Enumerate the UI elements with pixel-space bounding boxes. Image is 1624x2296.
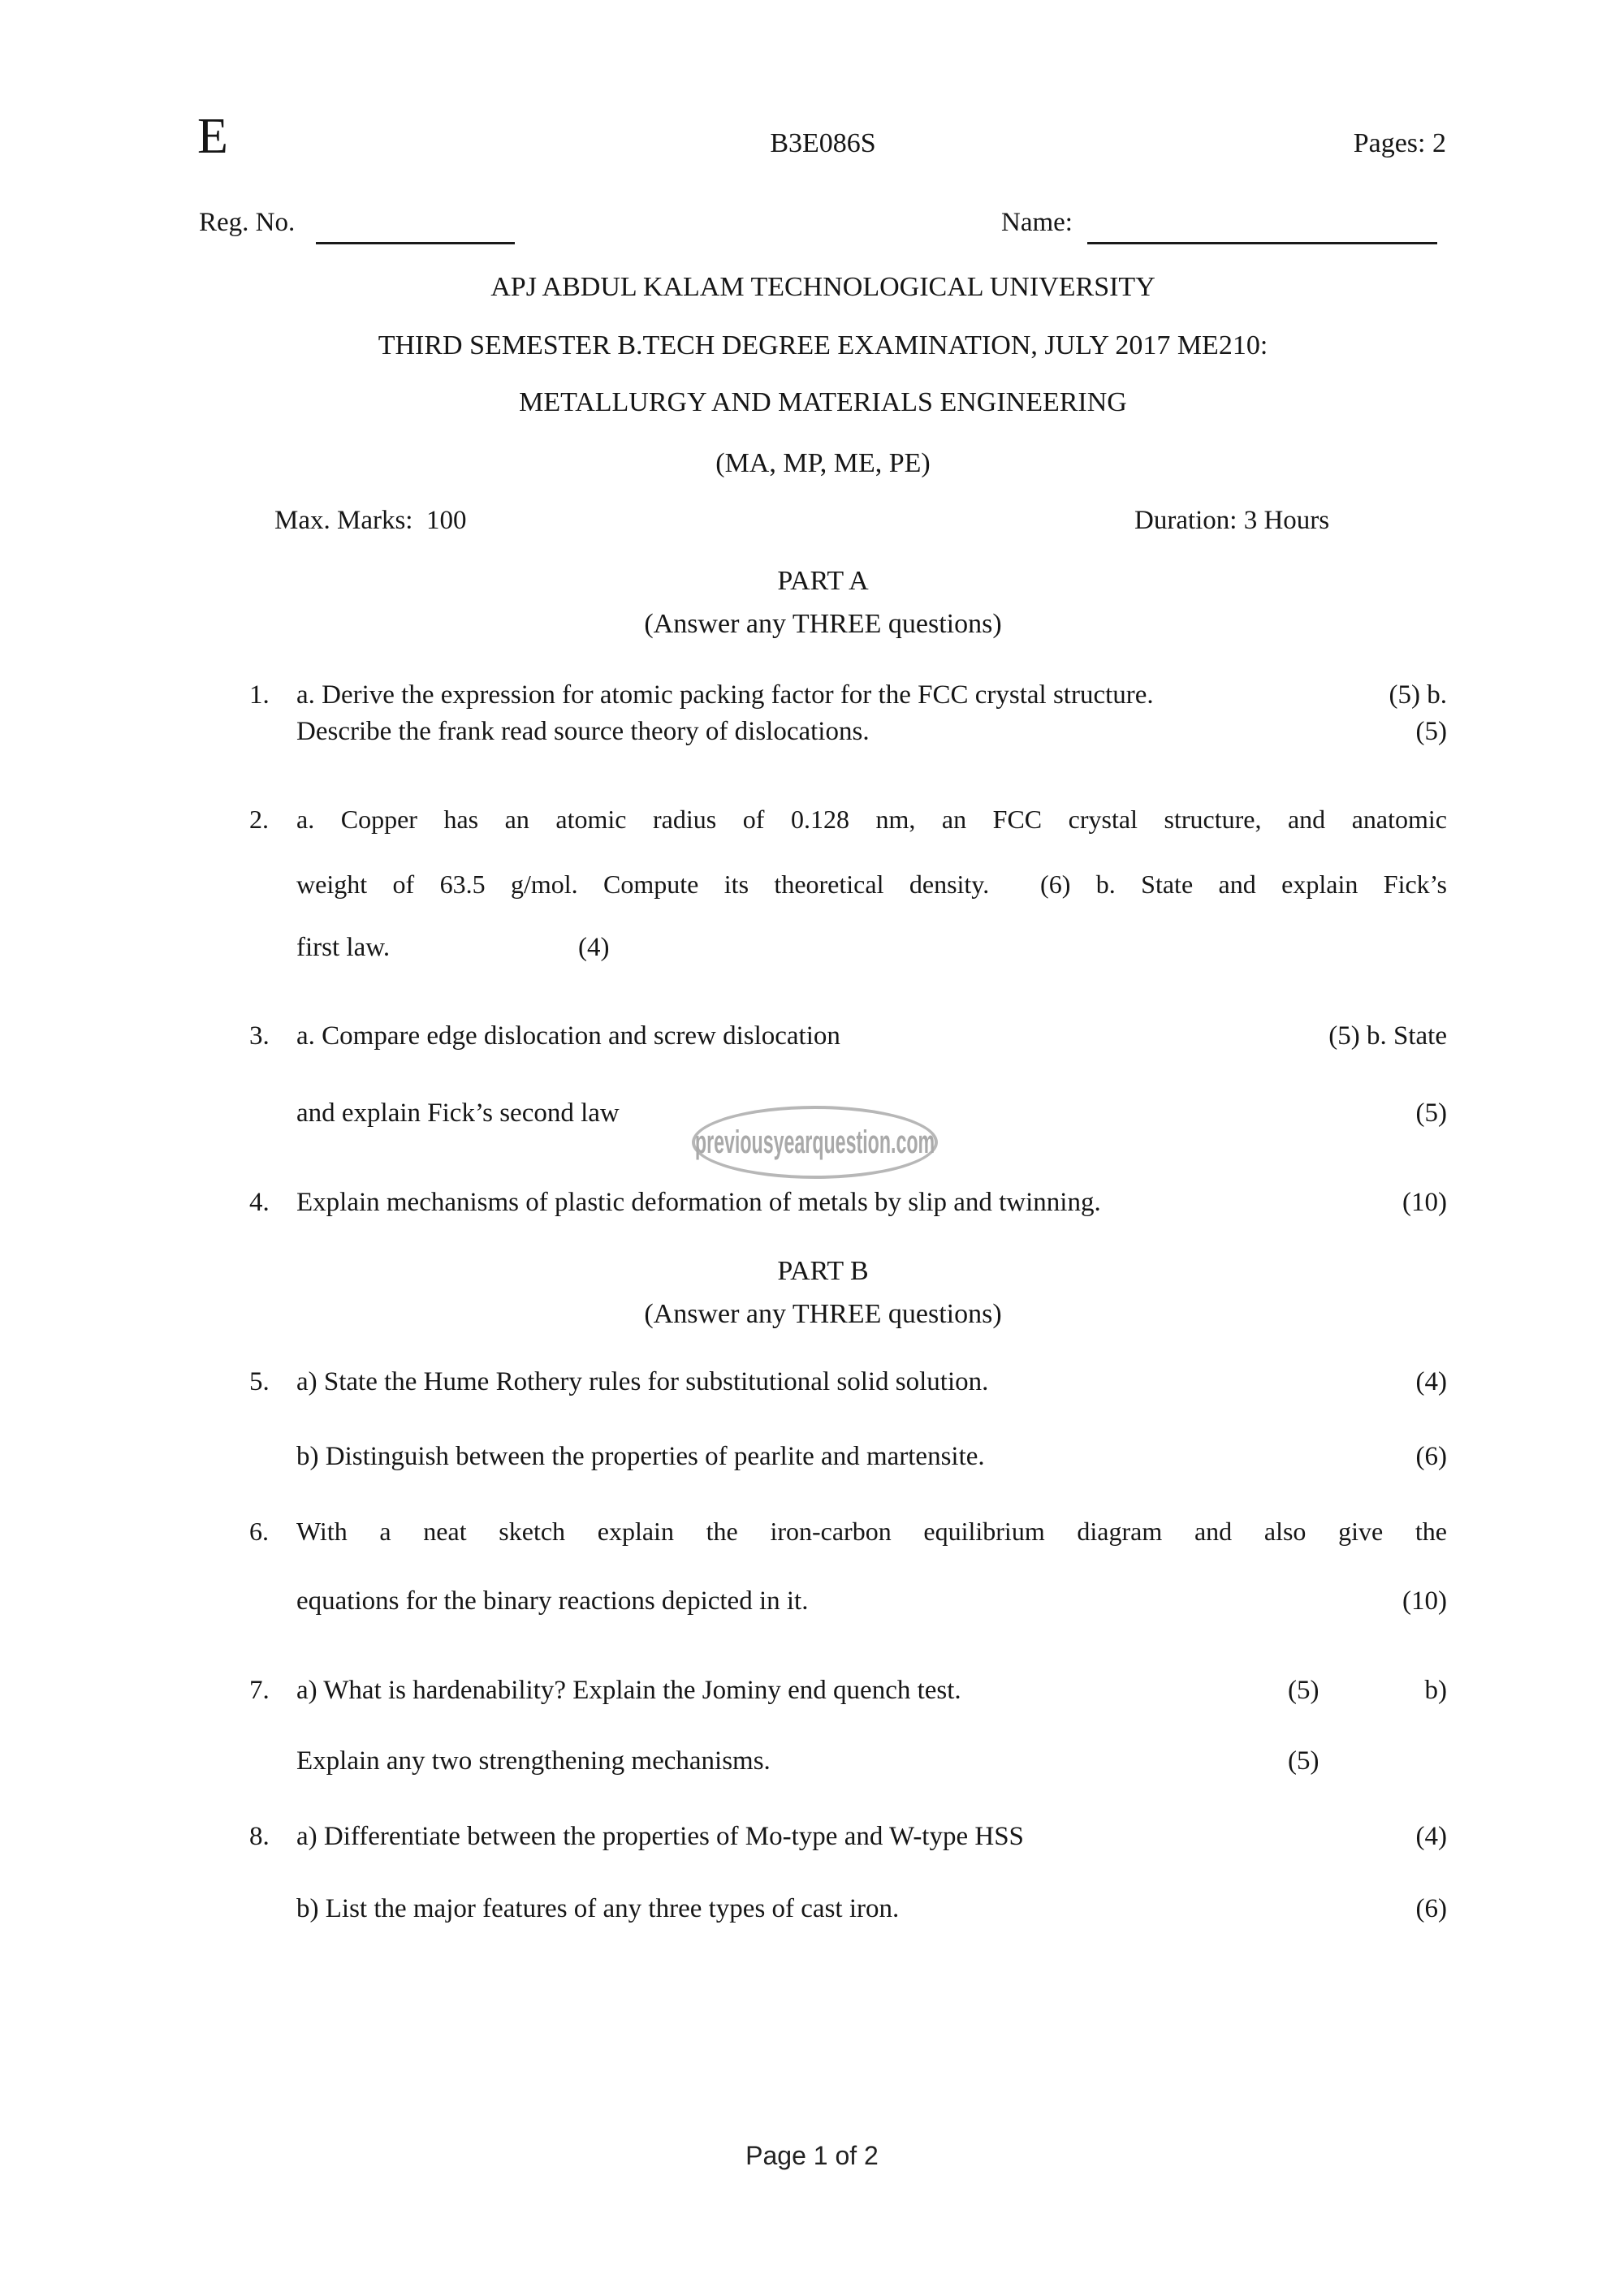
marks: (6) [1415,1442,1447,1471]
reg-no-blank-line [316,206,515,244]
question-number: 2. [249,805,269,834]
marks: (5) [1288,1746,1320,1776]
question-number: 8. [249,1822,270,1851]
marks: (10) [1402,1586,1447,1616]
marks: (6) [1415,1894,1447,1923]
marks: (5) [1415,717,1447,746]
question-number: 6. [249,1517,269,1546]
question-number: 5. [249,1367,270,1396]
question-text: a) What is hardenability? Explain the Jominy end quench test. [296,1676,961,1705]
question-text: b) List the major features of any three types of cast iron. [296,1894,900,1923]
name-blank-line [1087,206,1437,244]
marks: (4) [578,933,610,962]
reg-no-label: Reg. No. [199,208,296,237]
question-line [249,1674,1447,1707]
question-text: and explain Fick’s second law [296,1098,620,1128]
duration-label: Duration: 3 Hours [1134,506,1330,535]
question-text: Explain mechanisms of plastic deformation of metals by slip and twinning. [296,1188,1101,1217]
question-text: With a neat sketch explain the iron-carbon equilibrium diagram and also give the [296,1517,1447,1546]
marks: (5) b. [1389,680,1447,710]
name-label: Name: [1001,208,1073,237]
question-number: 3. [249,1021,270,1051]
question-text: b) Distinguish between the properties of pearlite and martensite. [296,1442,985,1471]
max-marks-label: Max. Marks: 100 [274,506,467,535]
part-a-heading: PART A [777,566,869,596]
question-line [249,1186,1447,1219]
branches-label: (MA, MP, ME, PE) [715,448,931,478]
question-line [296,1745,1447,1777]
version-code: E [197,109,228,164]
subject-title: METALLURGY AND MATERIALS ENGINEERING [519,387,1127,417]
footer-page-number: Page 1 of 2 [745,2141,879,2170]
question-line [296,931,1447,964]
part-a-instruction: (Answer any THREE questions) [644,609,1002,639]
question-text: a. Derive the expression for atomic packing factor for the FCC crystal structure. [296,680,1154,710]
question-text: Describe the frank read source theory of dislocations. [296,717,870,746]
question-line [296,1892,1447,1925]
paper-code: B3E086S [770,128,876,158]
question-line [249,803,1447,835]
question-line [249,679,1447,711]
marks: (5) [1415,1098,1447,1128]
question-text: equations for the binary reactions depicted in it. [296,1586,809,1616]
question-number: 7. [249,1676,270,1705]
question-line [249,1020,1447,1052]
question-text: a) Differentiate between the properties of Mo-type and W-type HSS [296,1822,1024,1851]
marks: (5) [1288,1676,1320,1705]
exam-title: THIRD SEMESTER B.TECH DEGREE EXAMINATION, JULY 2017 ME210: [378,330,1268,360]
marks: (4) [1415,1367,1447,1396]
watermark-text: previousyearquestion.com [694,1124,935,1160]
question-line [249,1820,1447,1853]
question-line [296,715,1447,748]
question-text: a) State the Hume Rothery rules for substitutional solid solution. [296,1367,989,1396]
question-number: 1. [249,680,270,710]
marks: b) [1424,1676,1447,1705]
watermark [692,1106,938,1179]
part-b-instruction: (Answer any THREE questions) [644,1299,1002,1329]
university-title: APJ ABDUL KALAM TECHNOLOGICAL UNIVERSITY [490,272,1155,302]
question-line [249,1515,1447,1547]
question-text: a. Copper has an atomic radius of 0.128 nm, an FCC crystal structure, and anatomic [296,805,1447,834]
part-b-heading: PART B [777,1256,869,1286]
question-text: a. Compare edge dislocation and screw dislocation [296,1021,840,1051]
question-line [296,1585,1447,1617]
question-number: 4. [249,1188,270,1217]
question-line [249,1366,1447,1398]
question-line [296,868,1447,900]
question-text: Explain any two strengthening mechanisms. [296,1746,771,1776]
question-text: first law. [296,933,391,962]
pages-label: Pages: 2 [1353,128,1446,158]
marks: (4) [1415,1822,1447,1851]
question-line [296,1440,1447,1473]
marks: (5) b. State [1328,1021,1447,1051]
question-text: weight of 63.5 g/mol. Compute its theoretical density. (6) b. State and explain Fick’s [296,870,1447,899]
marks: (10) [1402,1188,1447,1217]
